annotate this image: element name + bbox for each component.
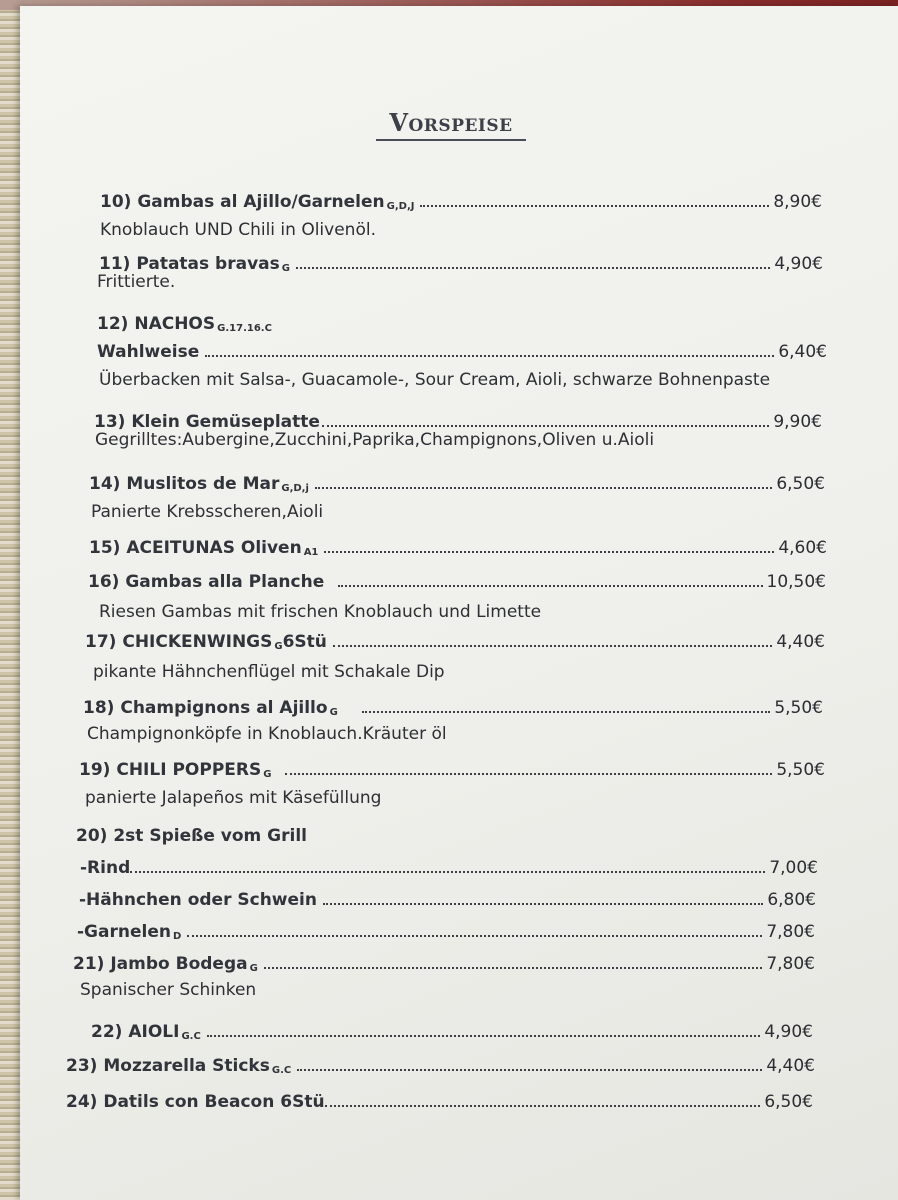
item-name: 23) Mozzarella Sticks <box>66 1056 270 1076</box>
allergen-code: G <box>263 769 272 780</box>
dot-leader <box>362 711 771 713</box>
item-name: 12) NACHOS <box>97 314 216 334</box>
dot-leader <box>264 967 763 969</box>
item-price: 7,80€ <box>766 954 815 974</box>
item-description: Wahlweise <box>97 342 200 362</box>
item-price: 4,40€ <box>766 1056 815 1076</box>
dot-leader <box>207 1035 761 1037</box>
menu-item-12-price-row <box>97 332 827 362</box>
menu-cover-edge <box>0 0 22 1200</box>
item-price: 7,00€ <box>769 858 818 878</box>
item-description: Frittierte. <box>97 272 176 292</box>
menu-item-13 <box>94 402 822 432</box>
menu-item-20-haehnchen <box>79 880 816 910</box>
item-name: 16) Gambas alla Planche <box>88 572 325 592</box>
item-price: 5,50€ <box>774 698 823 718</box>
item-name: 19) CHILI POPPERS <box>79 760 262 780</box>
item-name: 14) Muslitos de Mar <box>89 474 280 494</box>
item-price: 8,90€ <box>773 192 822 212</box>
item-name: 17) CHICKENWINGS <box>85 632 273 652</box>
dot-leader <box>325 1105 761 1107</box>
item-name: -Hähnchen oder Schwein <box>79 890 317 910</box>
allergen-code: G <box>329 707 338 718</box>
item-price: 4,60€ <box>778 538 827 558</box>
item-name: 18) Champignons al Ajillo <box>83 698 328 718</box>
item-price: 10,50€ <box>766 572 826 592</box>
dot-leader <box>130 871 765 873</box>
dot-leader <box>187 935 762 937</box>
dot-leader <box>420 205 769 207</box>
menu-item-22 <box>91 1012 813 1042</box>
menu-item-14 <box>89 464 825 494</box>
menu-item-20 <box>76 816 476 846</box>
menu-item-17 <box>85 622 825 652</box>
dot-leader <box>338 585 762 587</box>
item-description: Spanischer Schinken <box>80 980 257 1000</box>
allergen-code: D <box>172 931 182 942</box>
allergen-code: G <box>274 641 283 652</box>
dot-leader <box>333 645 772 647</box>
item-description: Riesen Gambas mit frischen Knoblauch und Limette <box>99 602 542 622</box>
item-price: 6,50€ <box>776 474 825 494</box>
item-description-extra: Überbacken mit Salsa-, Guacamole-, Sour Cream, Aioli, schwarze Bohnenpaste <box>99 370 771 390</box>
item-price: 9,90€ <box>773 412 822 432</box>
allergen-code: A1 <box>303 547 319 558</box>
page-title: Vorspeise <box>376 108 526 141</box>
dot-leader <box>296 267 770 269</box>
item-price: 4,90€ <box>764 1022 813 1042</box>
menu-item-20-rind <box>80 848 818 878</box>
item-description: Knoblauch UND Chili in Olivenöl. <box>100 220 376 240</box>
dot-leader <box>322 425 769 427</box>
item-name: 20) 2st Spieße vom Grill <box>76 826 307 846</box>
item-description: Gegrilltes:Aubergine,Zucchini,Paprika,Champignons,Oliven u.Aioli <box>95 430 655 450</box>
item-name: -Garnelen <box>77 922 171 942</box>
item-name: 21) Jambo Bodega <box>73 954 248 974</box>
item-name: -Rind <box>80 858 131 878</box>
dot-leader <box>205 355 774 357</box>
item-description: Panierte Krebsscheren,Aioli <box>91 502 324 522</box>
menu-item-24 <box>66 1082 813 1112</box>
item-name: 15) ACEITUNAS Oliven <box>89 538 302 558</box>
item-name: 10) Gambas al Ajillo/Garnelen <box>100 192 385 212</box>
item-price: 7,80€ <box>766 922 815 942</box>
item-price: 6,80€ <box>767 890 816 910</box>
item-price: 6,40€ <box>778 342 827 362</box>
item-name: 24) Datils con Beacon 6Stü <box>66 1092 325 1112</box>
item-name: 22) AIOLI <box>91 1022 180 1042</box>
menu-item-10 <box>100 182 822 212</box>
menu-item-18 <box>83 688 823 718</box>
item-description: panierte Jalapeños mit Käsefüllung <box>85 788 382 808</box>
dot-leader <box>297 1069 762 1071</box>
menu-item-21 <box>73 944 815 974</box>
item-price: 6,50€ <box>764 1092 813 1112</box>
item-quantity: 6Stü <box>282 632 327 652</box>
allergen-code: G.C <box>271 1065 292 1076</box>
menu-item-15 <box>89 528 827 558</box>
dot-leader <box>323 903 763 905</box>
menu-item-19 <box>79 750 825 780</box>
menu-item-20-garnelen <box>77 912 815 942</box>
menu-item-12 <box>97 304 397 334</box>
allergen-code: G <box>281 263 290 274</box>
dot-leader <box>324 551 774 553</box>
dot-leader <box>315 487 772 489</box>
item-name: 13) Klein Gemüseplatte <box>94 412 320 432</box>
item-description: Champignonköpfe in Knoblauch.Kräuter öl <box>87 724 447 744</box>
menu-item-23 <box>66 1046 815 1076</box>
item-description: pikante Hähnchenflügel mit Schakale Dip <box>93 662 445 682</box>
allergen-code: G.17.16.C <box>217 323 272 334</box>
allergen-code: G,D,J <box>386 201 415 212</box>
dot-leader <box>285 773 772 775</box>
item-price: 4,40€ <box>776 632 825 652</box>
menu-item-16 <box>88 562 826 592</box>
item-price: 4,90€ <box>774 254 823 274</box>
allergen-code: G <box>249 963 258 974</box>
item-name: 11) Patatas bravas <box>99 254 280 274</box>
allergen-code: G,D,j <box>281 483 309 494</box>
menu-item-11 <box>99 244 823 274</box>
allergen-code: G.C <box>181 1031 201 1042</box>
item-price: 5,50€ <box>776 760 825 780</box>
